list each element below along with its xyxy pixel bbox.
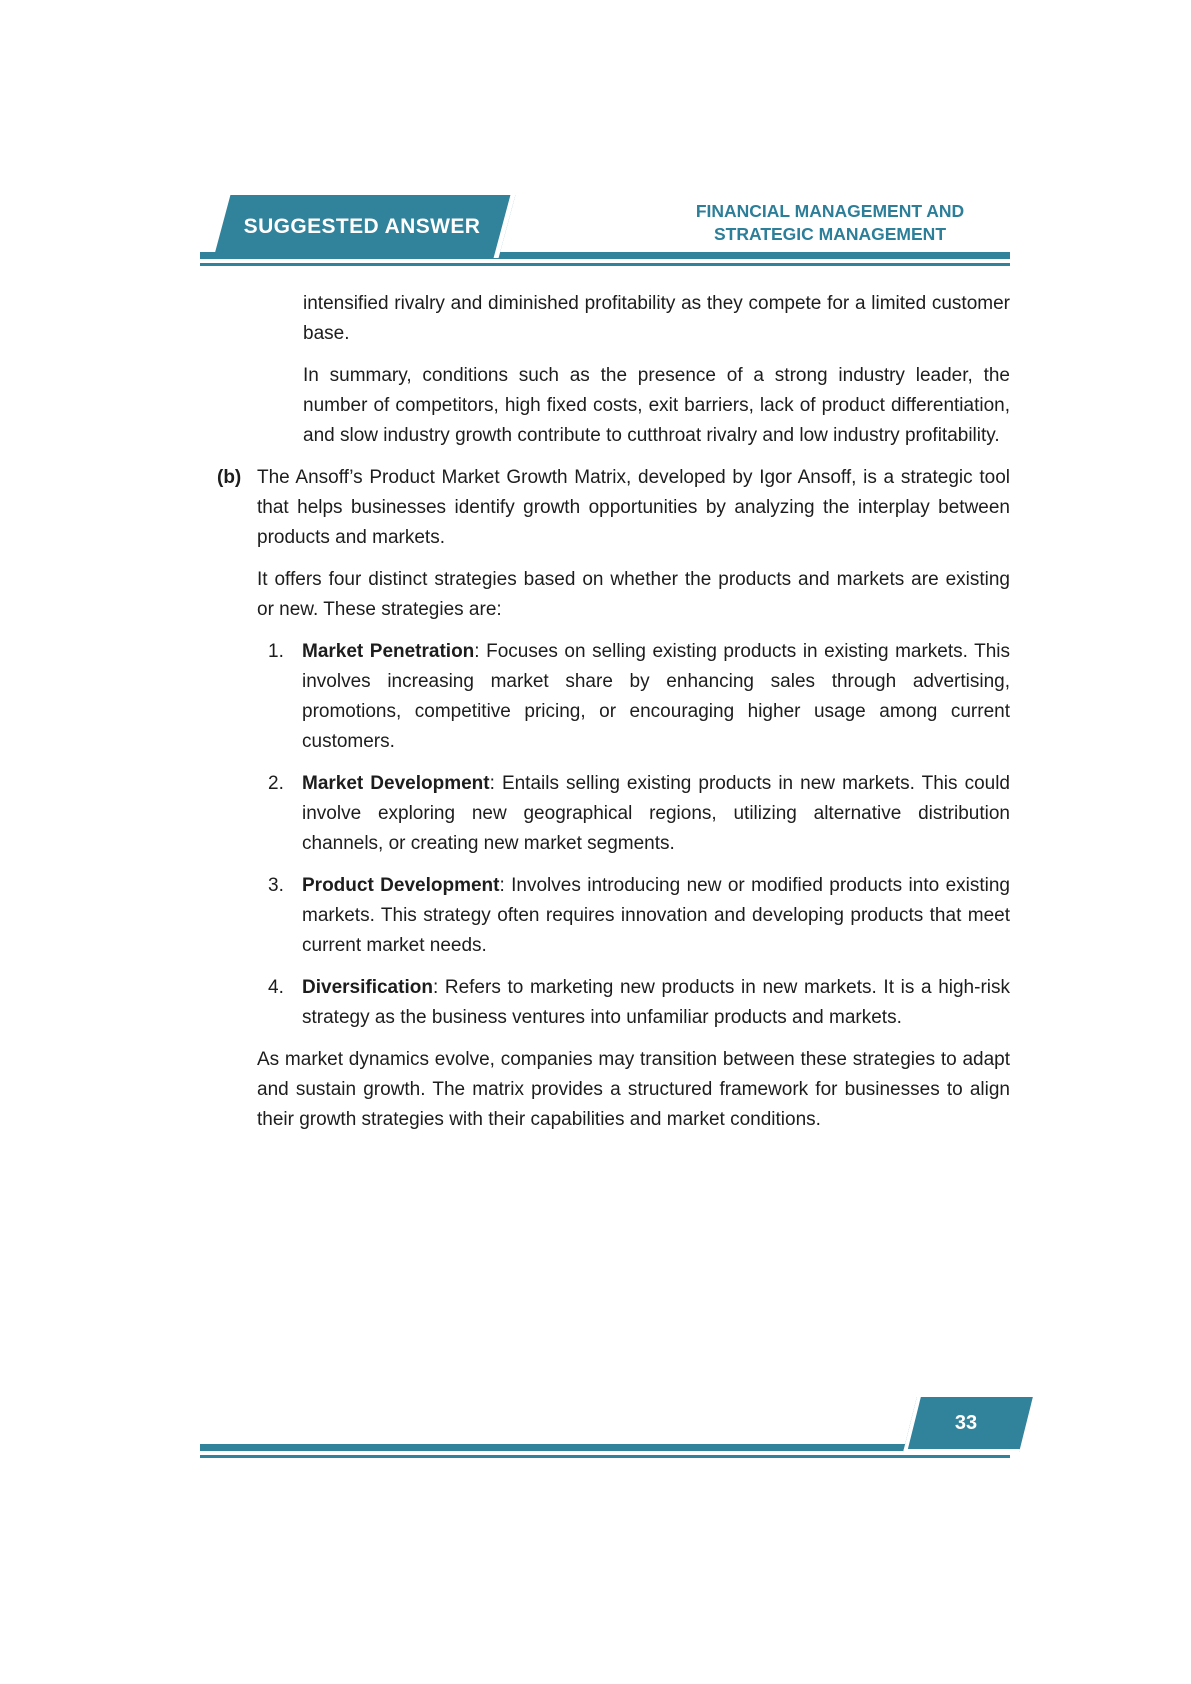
strategy-description: : Entails selling existing products in new markets. This could involve exploring new geographical regions, utilizing alternative distribution channels, or creating new market segments.	[302, 773, 1010, 854]
list-item-number: 3.	[268, 875, 284, 896]
item-b-paragraph: The Ansoff’s Product Market Growth Matrix, developed by Igor Ansoff, is a strategic tool that helps businesses identify growth opportunities by analyzing the interplay between products and markets.	[257, 467, 1010, 548]
strategy-term: Product Development	[302, 875, 500, 896]
suggested-answer-badge-label: SUGGESTED ANSWER	[243, 214, 481, 238]
answer-item-b	[200, 463, 1010, 553]
list-item-text	[302, 973, 1010, 1033]
carryover-paragraph: In summary, conditions such as the presence of a strong industry leader, the number of competitors, high fixed costs, exit barriers, lack of product differentiation, and slow industry growth contribute to cutthroat rivalry and low industry profitability.	[303, 365, 1010, 446]
strategy-description: : Refers to marketing new products in new markets. It is a high-risk strategy as the business ventures into unfamiliar products and markets.	[302, 977, 1010, 1028]
strategy-description: : Involves introducing new or modified products into existing markets. This strategy often requires innovation and developing products that meet current market needs.	[302, 875, 1010, 956]
strategy-term: Market Penetration	[302, 641, 475, 662]
list-item-number: 1.	[268, 641, 284, 662]
carryover-paragraph: intensified rivalry and diminished profitability as they compete for a limited customer base.	[303, 293, 1010, 344]
page-title	[650, 200, 1010, 246]
answer-body	[200, 289, 1010, 1147]
list-item	[200, 973, 1010, 1033]
page-number: 33	[954, 1411, 978, 1434]
closing-paragraph: As market dynamics evolve, companies may transition between these strategies to adapt and sustain growth. The matrix provides a structured framework for businesses to align their growth strategies with their capabilities and market conditions.	[257, 1049, 1010, 1130]
list-item-text	[302, 637, 1010, 757]
footer-rule-thick	[200, 1444, 1010, 1451]
list-item-number: 4.	[268, 977, 284, 998]
header-rule-thin	[200, 263, 1010, 266]
strategy-term: Diversification	[302, 977, 433, 998]
list-item-number: 2.	[268, 773, 284, 794]
list-item-text	[302, 769, 1010, 859]
strategy-description: : Focuses on selling existing products in existing markets. This involves increasing market share by enhancing sales through advertising, promotions, competitive pricing, or encouraging higher usage among current customers.	[302, 641, 1010, 752]
strategies-intro: It offers four distinct strategies based on whether the products and markets are existing or new. These strategies are:	[257, 569, 1010, 620]
list-item-text	[302, 871, 1010, 961]
footer-rule-thin	[200, 1455, 1010, 1458]
list-item	[200, 637, 1010, 757]
strategy-term: Market Development	[302, 773, 490, 794]
page-title-line-1: FINANCIAL MANAGEMENT AND	[695, 201, 965, 221]
page-title-line-2: STRATEGIC MANAGEMENT	[713, 224, 947, 244]
list-item	[200, 769, 1010, 859]
item-b-marker: (b)	[217, 467, 242, 488]
list-item	[200, 871, 1010, 961]
